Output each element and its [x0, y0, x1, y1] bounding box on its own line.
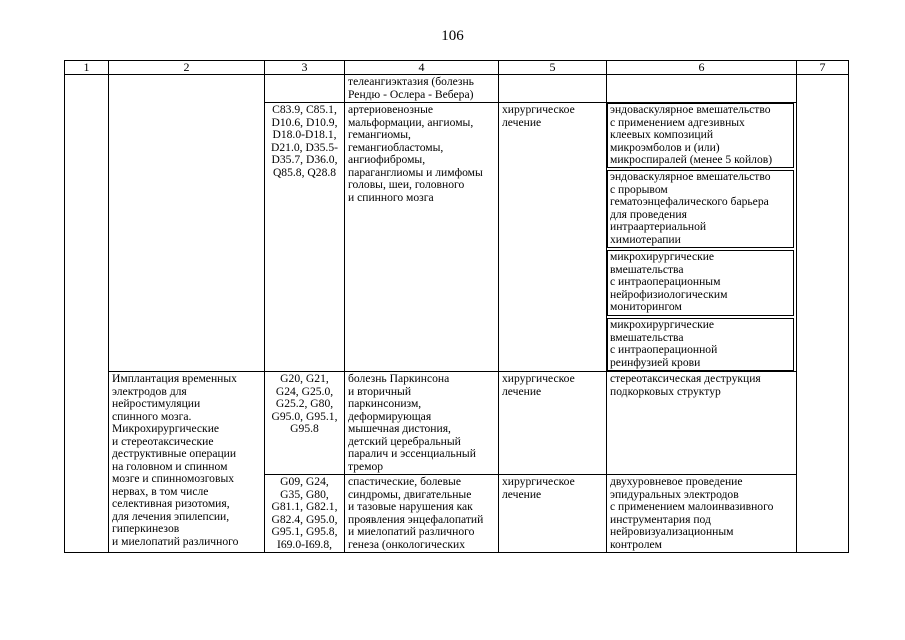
table-row: [65, 75, 849, 103]
model-cell: болезнь Паркинсона и вторичный паркинсонизм, деформирующая мышечная дистония, детский церебральный паралич и эссенциальный тремор: [345, 372, 499, 475]
method-item: эндоваскулярное вмешательство с применением адгезивных клеевых композиций микроэмболов и (или) микроспиралей (менее 5 койлов): [607, 103, 794, 168]
col2-cell: Имплантация временных электродов для нейростимуляции спинного мозга. Микрохирургические и стереотаксические деструктивные операции на головном и спинном мозге и спинномозговых нервах, в том числе селективная ризотомия, для лечения эпилепсии, гиперкинезов и миелопатий различного: [109, 372, 265, 553]
codes-cell: [265, 75, 345, 103]
treatment-cell: хирургическое лечение: [499, 372, 607, 475]
medical-care-table: [64, 60, 849, 553]
treatment-cell: хирургическое лечение: [499, 475, 607, 553]
codes-cell: G09, G24, G35, G80, G81.1, G82.1, G82.4, G95.0, G95.1, G95.8, I69.0-I69.8,: [265, 475, 345, 553]
model-cell: спастические, болевые синдромы, двигательные и тазовые нарушения как проявления энцефалопатий и миелопатий различного генеза (онкологических: [345, 475, 499, 553]
table-row: [65, 372, 849, 475]
method-cell: двухуровневое проведение эпидуральных электродов с применением малоинвазивного инструментария под нейровизуализационным контролем: [607, 475, 797, 553]
methods-cell: [607, 103, 797, 372]
header-row: [65, 61, 849, 75]
method-item: эндоваскулярное вмешательство с прорывом гематоэнцефалического барьера для проведения интраартериальной химиотерапии: [607, 170, 794, 248]
header-col-7: 7: [797, 61, 849, 75]
header-col-1: 1: [65, 61, 109, 75]
header-col-4: 4: [345, 61, 499, 75]
method-item: микрохирургические вмешательства с интраоперационной реинфузией крови: [607, 318, 794, 371]
treatment-cell: хирургическое лечение: [499, 103, 607, 372]
method-cell: стереотаксическая деструкция подкорковых структур: [607, 372, 797, 475]
col7-cell: [797, 75, 849, 553]
codes-cell: G20, G21, G24, G25.0, G25.2, G80, G95.0, G95.1, G95.8: [265, 372, 345, 475]
model-cell: артериовенозные мальформации, ангиомы, гемангиомы, гемангиобластомы, ангиофибромы, параганглиомы и лимфомы головы, шеи, головного и спинного мозга: [345, 103, 499, 372]
col1-cell: [65, 75, 109, 553]
header-col-6: 6: [607, 61, 797, 75]
header-col-3: 3: [265, 61, 345, 75]
codes-cell: C83.9, C85.1, D10.6, D10.9, D18.0-D18.1, D21.0, D35.5- D35.7, D36.0, Q85.8, Q28.8: [265, 103, 345, 372]
col2-cell: [109, 75, 265, 372]
header-col-2: 2: [109, 61, 265, 75]
treatment-cell: [499, 75, 607, 103]
method-item: микрохирургические вмешательства с интраоперационным нейрофизиологическим мониторингом: [607, 250, 794, 316]
page-number: 106: [441, 28, 464, 44]
method-cell: [607, 75, 797, 103]
header-col-5: 5: [499, 61, 607, 75]
model-cell: телеангиэктазия (болезнь Рендю - Ослера - Вебера): [345, 75, 499, 103]
